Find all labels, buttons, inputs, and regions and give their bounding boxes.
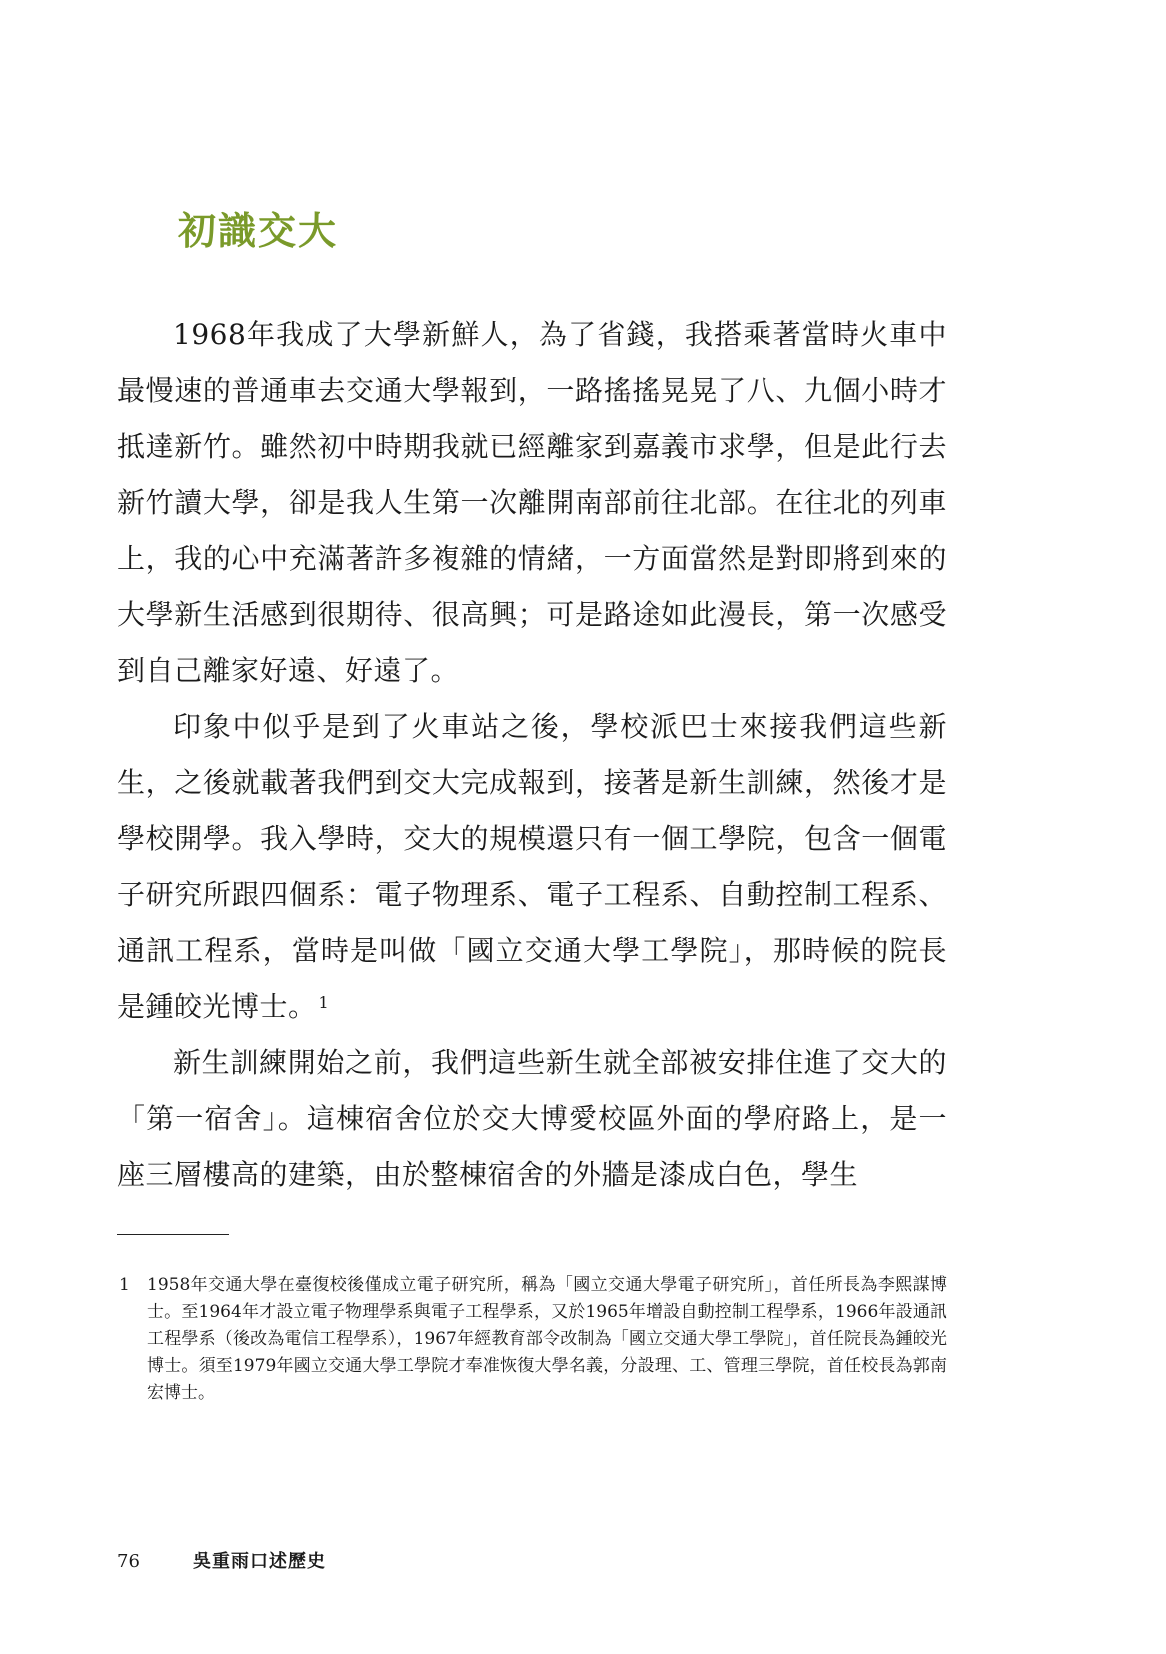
footnote [117,1272,947,1407]
body-text [117,307,947,1203]
footnote-reference[interactable]: 1 [318,993,330,1012]
running-title: 吳重雨口述歷史 [193,1551,326,1572]
paragraph-2-text: 印象中似乎是到了火車站之後，學校派巴士來接我們這些新生，之後就載著我們到交大完成報到，接著是新生訓練，然後才是學校開學。我入學時，交大的規模還只有一個工學院，包含一個電子研究所跟四個系：電子物理系、電子工程系、自動控制工程系、通訊工程系，當時是叫做「國立交通大學工學院」，那時候的院長是鍾皎光博士。 [117,710,947,1023]
footnote-number: 1 [119,1275,130,1295]
paragraph-1: 1968年我成了大學新鮮人，為了省錢，我搭乘著當時火車中最慢速的普通車去交通大學報到，一路搖搖晃晃了八、九個小時才抵達新竹。雖然初中時期我就已經離家到嘉義市求學，但是此行去新竹讀大學，卻是我人生第一次離開南部前往北部。在往北的列車上，我的心中充滿著許多複雜的情緒，一方面當然是對即將到來的大學新生活感到很期待、很高興；可是路途如此漫長，第一次感受到自己離家好遠、好遠了。 [117,318,947,687]
footnote-text: 1958年交通大學在臺復校後僅成立電子研究所，稱為「國立交通大學電子研究所」，首任所長為李熙謀博士。至1964年才設立電子物理學系與電子工程學系，又於1965年增設自動控制工程學系，1966年設通訊工程學系（後改為電信工程學系），1967年經教育部令改制為「國立交通大學工學院」，首任院長為鍾皎光博士。須至1979年國立交通大學工學院才奉准恢復大學名義，分設理、工、管理三學院，首任校長為郭南宏博士。 [147,1275,947,1403]
paragraph-2 [117,699,947,1035]
paragraph-3: 新生訓練開始之前，我們這些新生就全部被安排住進了交大的「第一宿舍」。這棟宿舍位於交大博愛校區外面的學府路上，是一座三層樓高的建築，由於整棟宿舍的外牆是漆成白色，學生 [117,1046,947,1191]
chapter-title: 初識交大 [178,208,339,253]
footnotes [117,1272,947,1407]
footnote-divider [117,1234,229,1235]
page-number: 76 [117,1551,140,1572]
